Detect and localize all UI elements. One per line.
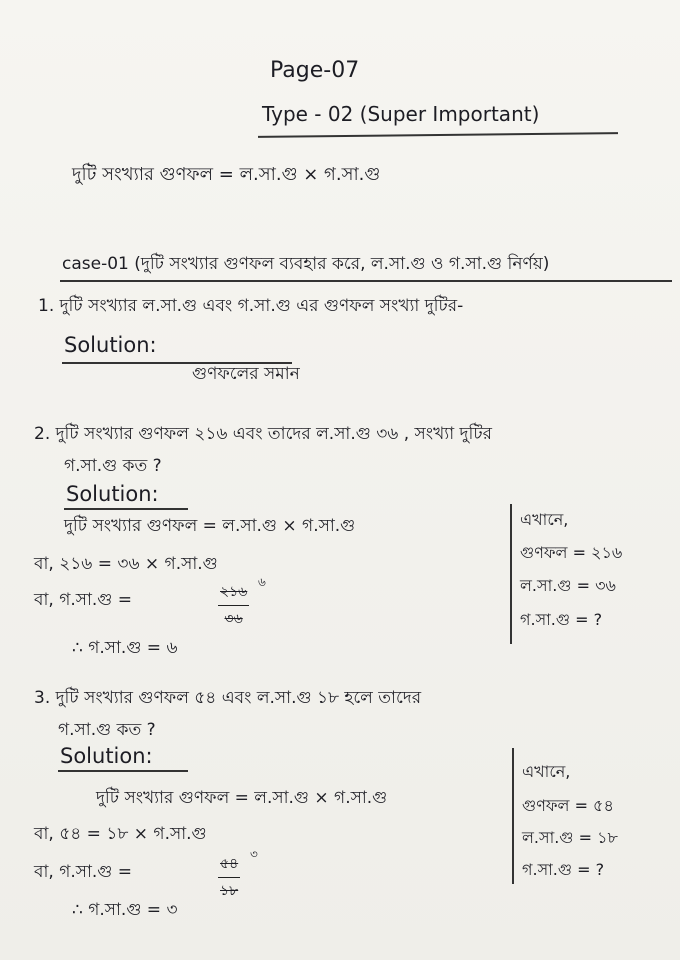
case-heading-underline bbox=[60, 280, 672, 282]
q2-given-lcm: ল.সা.গু = ৩৬ bbox=[520, 576, 616, 595]
q3-fraction bbox=[218, 852, 240, 903]
q2-given-product: গুণফল = ২১৬ bbox=[520, 543, 623, 562]
solution-label-2: Solution: bbox=[66, 482, 159, 506]
q2-given-title: এখানে, bbox=[520, 510, 569, 529]
q3-fraction-denominator: ১৮ bbox=[220, 883, 239, 899]
solution-label-1: Solution: bbox=[64, 333, 157, 357]
q3-fraction-numerator: ৫৪ bbox=[218, 852, 240, 878]
question-3-line-1: 3. দুটি সংখ্যার গুণফল ৫৪ এবং ল.সা.গু ১৮ হলে তাদের bbox=[34, 688, 422, 708]
q3-step-4: ∴ গ.সা.গু = ৩ bbox=[72, 900, 178, 920]
solution-underline-3 bbox=[58, 770, 188, 772]
q3-divider bbox=[512, 748, 514, 884]
q2-fraction bbox=[218, 580, 249, 631]
q3-given-lcm: ল.সা.গু = ১৮ bbox=[522, 828, 618, 847]
q3-step-3: বা, গ.সা.গু = bbox=[34, 862, 133, 882]
q2-step-1: দুটি সংখ্যার গুণফল = ল.সা.গু × গ.সা.গু bbox=[64, 516, 356, 536]
q2-given-hcf: গ.সা.গু = ? bbox=[520, 610, 603, 629]
answer-1: গুণফলের সমান bbox=[192, 364, 300, 384]
solution-label-3: Solution: bbox=[60, 744, 153, 768]
question-2-line-2: গ.সা.গু কত ? bbox=[64, 456, 162, 476]
q3-given-product: গুণফল = ৫৪ bbox=[522, 796, 614, 815]
q3-fraction-cancel: ৩ bbox=[250, 847, 258, 861]
case-heading: case-01 (দুটি সংখ্যার গুণফল ব্যবহার করে, ল.সা.গু ও গ.সা.গু নির্ণয়) bbox=[62, 254, 550, 274]
q3-given-title: এখানে, bbox=[522, 762, 571, 781]
question-1: 1. দুটি সংখ্যার ল.সা.গু এবং গ.সা.গু এর গুণফল সংখ্যা দুটির- bbox=[38, 296, 464, 316]
q2-fraction-numerator: ২১৬ bbox=[218, 580, 249, 606]
type-heading: Type - 02 (Super Important) bbox=[262, 102, 540, 126]
main-formula: দুটি সংখ্যার গুণফল = ল.সা.গু × গ.সা.গু bbox=[72, 164, 381, 185]
q2-fraction-denominator: ৩৬ bbox=[224, 611, 243, 627]
q2-step-2: বা, ২১৬ = ৩৬ × গ.সা.গু bbox=[34, 554, 218, 574]
q2-step-4: ∴ গ.সা.গু = ৬ bbox=[72, 638, 178, 658]
question-2-line-1: 2. দুটি সংখ্যার গুণফল ২১৬ এবং তাদের ল.সা.গু ৩৬ , সংখ্যা দুটির bbox=[34, 424, 492, 444]
type-heading-underline bbox=[258, 132, 618, 138]
q2-fraction-cancel: ৬ bbox=[258, 575, 266, 589]
q3-given-hcf: গ.সা.গু = ? bbox=[522, 860, 605, 879]
q3-step-1: দুটি সংখ্যার গুণফল = ল.সা.গু × গ.সা.গু bbox=[96, 788, 388, 808]
page-label: Page-07 bbox=[270, 58, 360, 83]
question-3-line-2: গ.সা.গু কত ? bbox=[58, 720, 156, 740]
q2-step-3: বা, গ.সা.গু = bbox=[34, 590, 133, 610]
solution-underline-2 bbox=[64, 508, 188, 510]
q2-divider bbox=[510, 504, 512, 644]
q3-step-2: বা, ৫৪ = ১৮ × গ.সা.গু bbox=[34, 824, 207, 844]
